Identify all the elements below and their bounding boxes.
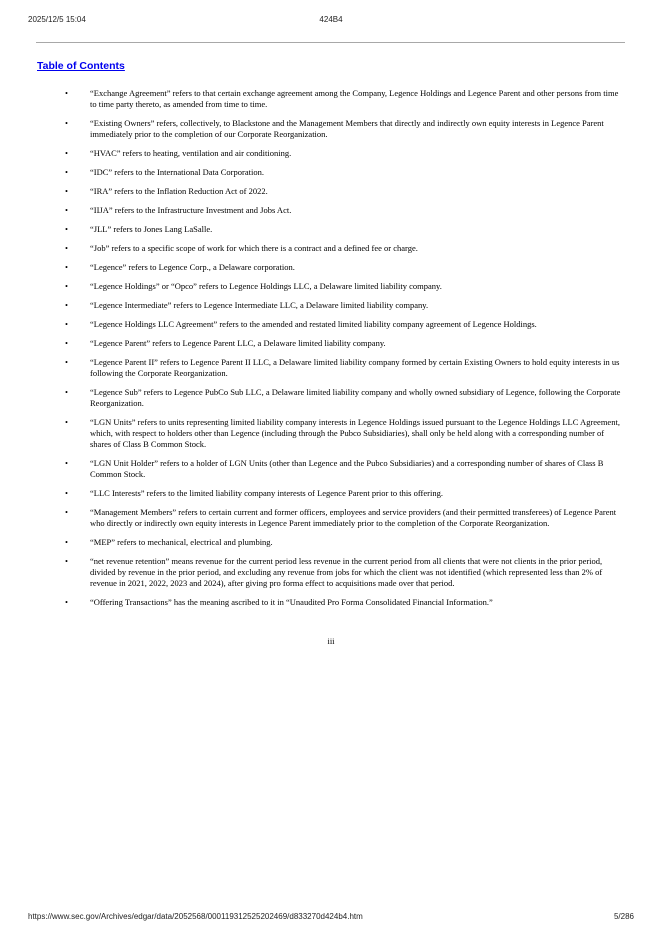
bullet-icon: •	[65, 281, 68, 291]
definition-text: “IIJA” refers to the Infrastructure Investment and Jobs Act.	[90, 205, 292, 215]
header-divider	[36, 42, 625, 43]
definition-item	[0, 118, 626, 140]
definition-item	[0, 387, 626, 409]
definition-item	[0, 281, 626, 292]
bullet-icon: •	[65, 458, 68, 468]
page-count: 5/286	[613, 912, 634, 921]
definition-item	[0, 88, 626, 110]
definition-text: “Offering Transactions” has the meaning ascribed to it in “Unaudited Pro Forma Consolidated Financial Information.”	[90, 597, 493, 607]
definition-item	[0, 224, 626, 235]
definitions-list	[0, 88, 662, 616]
print-header	[0, 15, 662, 27]
bullet-icon: •	[65, 319, 68, 329]
bullet-icon: •	[65, 300, 68, 310]
definition-item	[0, 205, 626, 216]
bullet-icon: •	[65, 556, 68, 566]
bullet-icon: •	[65, 507, 68, 517]
table-of-contents-link[interactable]: Table of Contents	[37, 60, 125, 72]
definition-item	[0, 417, 626, 450]
print-footer	[0, 912, 662, 924]
bullet-icon: •	[65, 118, 68, 128]
document-code: 424B4	[319, 15, 343, 24]
definition-text: “Legence” refers to Legence Corp., a Delaware corporation.	[90, 262, 295, 272]
bullet-icon: •	[65, 88, 68, 98]
definition-text: “Legence Parent” refers to Legence Parent LLC, a Delaware limited liability company.	[90, 338, 386, 348]
bullet-icon: •	[65, 148, 68, 158]
bullet-icon: •	[65, 387, 68, 397]
page-number: iii	[327, 636, 335, 646]
definition-text: “Legence Sub” refers to Legence PubCo Sub LLC, a Delaware limited liability company and wholly owned subsidiary of Legence, following the Corporate Reorganization.	[90, 387, 621, 408]
definition-text: “JLL” refers to Jones Lang LaSalle.	[90, 224, 213, 234]
definition-item	[0, 300, 626, 311]
bullet-icon: •	[65, 262, 68, 272]
definition-text: “IDC” refers to the International Data Corporation.	[90, 167, 264, 177]
bullet-icon: •	[65, 417, 68, 427]
definition-item	[0, 537, 626, 548]
bullet-icon: •	[65, 488, 68, 498]
bullet-icon: •	[65, 537, 68, 547]
bullet-icon: •	[65, 357, 68, 367]
source-url: https://www.sec.gov/Archives/edgar/data/2052568/000119312525202469/d833270d424b4.htm	[28, 912, 363, 921]
definition-text: “LLC Interests” refers to the limited liability company interests of Legence Parent prior to this offering.	[90, 488, 443, 498]
definition-text: “Legence Intermediate” refers to Legence Intermediate LLC, a Delaware limited liability company.	[90, 300, 429, 310]
bullet-icon: •	[65, 167, 68, 177]
definition-item	[0, 458, 626, 480]
definition-text: “Legence Holdings LLC Agreement” refers to the amended and restated limited liability company agreement of Legence Holdings.	[90, 319, 537, 329]
definition-item	[0, 488, 626, 499]
bullet-icon: •	[65, 338, 68, 348]
definition-item	[0, 262, 626, 273]
definition-item	[0, 597, 626, 608]
definition-item	[0, 186, 626, 197]
definition-item	[0, 357, 626, 379]
definition-item	[0, 148, 626, 159]
definition-text: “Legence Parent II” refers to Legence Parent II LLC, a Delaware limited liability company formed by certain Existing Owners to hold equity interests in us following the Corporate Reorganization.	[90, 357, 620, 378]
bullet-icon: •	[65, 224, 68, 234]
definition-item	[0, 319, 626, 330]
print-datetime: 2025/12/5 15:04	[28, 15, 86, 24]
bullet-icon: •	[65, 597, 68, 607]
definition-item	[0, 167, 626, 178]
definition-item	[0, 556, 626, 589]
bullet-icon: •	[65, 205, 68, 215]
definition-text: “HVAC” refers to heating, ventilation and air conditioning.	[90, 148, 292, 158]
definition-text: “net revenue retention” means revenue for the current period less revenue in the current period from all clients that were not clients in the prior period, divided by revenue in the prior period, and excluding any revenue from jobs for which the client was not identified (which represented less than 2% of revenue in 2021, 2022, 2023 and 2024), after giving pro forma effect to acquisitions made over that period.	[90, 556, 603, 588]
definition-text: “Exchange Agreement” refers to that certain exchange agreement among the Company, Legence Holdings and Legence Parent and other persons from time to time party thereto, as amended from time to time.	[90, 88, 619, 109]
definition-text: “LGN Unit Holder” refers to a holder of LGN Units (other than Legence and the Pubco Subsidiaries) and a corresponding number of shares of Class B Common Stock.	[90, 458, 604, 479]
definition-text: “Existing Owners” refers, collectively, to Blackstone and the Management Members that directly and indirectly own equity interests in Legence Parent immediately prior to the completion of our Corporate Reorganization.	[90, 118, 604, 139]
definition-text: “IRA” refers to the Inflation Reduction Act of 2022.	[90, 186, 268, 196]
bullet-icon: •	[65, 186, 68, 196]
definition-item	[0, 507, 626, 529]
definition-item	[0, 243, 626, 254]
definition-item	[0, 338, 626, 349]
definition-text: “Management Members” refers to certain current and former officers, employees and service providers (and their permitted transferees) of Legence Parent who directly or indirectly own equity interests in Legence Parent immediately prior to the completion of the Corporate Reorganization.	[90, 507, 617, 528]
bullet-icon: •	[65, 243, 68, 253]
definition-text: “Legence Holdings” or “Opco” refers to Legence Holdings LLC, a Delaware limited liability company.	[90, 281, 442, 291]
definition-text: “Job” refers to a specific scope of work for which there is a contract and a defined fee or charge.	[90, 243, 418, 253]
definition-text: “LGN Units” refers to units representing limited liability company interests in Legence Holdings issued pursuant to the Legence Holdings LLC Agreement, which, with respect to holders other than Legence (including through the Pubco Subsidiaries), shall only be held along with a corresponding number of shares of Class B Common Stock.	[90, 417, 620, 449]
definition-text: “MEP” refers to mechanical, electrical and plumbing.	[90, 537, 273, 547]
